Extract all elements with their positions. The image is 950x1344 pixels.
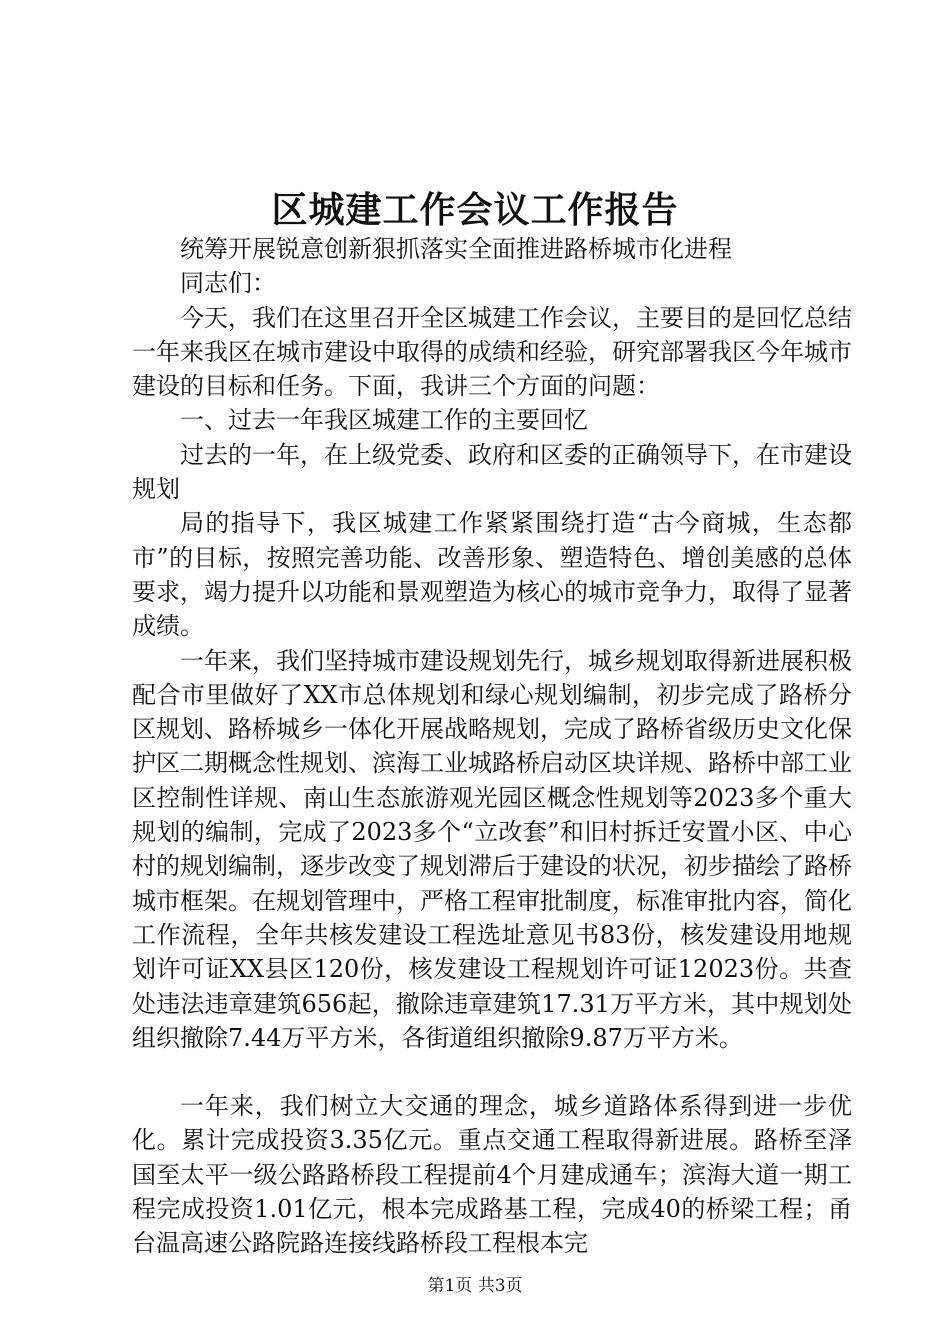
intro-paragraph: 今天，我们在这里召开全区城建工作会议，主要目的是回忆总结一年来我区在城市建设中取得的成绩和经验，研究部署我区今年城市建设的目标和任务。下面，我讲三个方面的问题： — [132, 303, 852, 401]
body-paragraph: 局的指导下，我区城建工作紧紧围绕打造“古今商城，生态都市”的目标，按照完善功能、改善形象、塑造特色、增创美感的总体要求，竭力提升以功能和景观塑造为核心的城市竞争力，取得了显著成绩。 — [132, 509, 852, 641]
section-heading: 一、过去一年我区城建工作的主要回忆 — [180, 406, 588, 435]
body-paragraph: 一年来，我们树立大交通的理念，城乡道路体系得到进一步优化。累计完成投资3.35亿元。重点交通工程取得新进展。路桥至泽国至太平一级公路路桥段工程提前4个月建成通车；滨海大道一期工程完成投资1.01亿元，根本完成路基工程，完成40的桥梁工程；甬台温高速公路院路连接线路桥段工程根本完 — [132, 1092, 852, 1258]
subtitle-paragraph: 统筹开展锐意创新狠抓落实全面推进路桥城市化进程 — [180, 235, 732, 263]
body-paragraph: 一年来，我们坚持城市建设规划先行，城乡规划取得新进展积极配合市里做好了XX市总体规划和绿心规划编制，初步完成了路桥分区规划、路桥城乡一体化开展战略规划，完成了路桥省级历史文化保护区二期概念性规划、滨海工业城路桥启动区块详规、路桥中部工业区控制性详规、南山生态旅游观光园区概念性规划等2023多个重大规划的编制，完成了2023多个“立改套”和旧村拆迁安置小区、中心村的规划编制，逐步改变了规划滞后于建设的状况，初步描绘了路桥城市框架。在规划管理中，严格工程审批制度，标准审批内容，简化工作流程，全年共核发建设工程选址意见书83份，核发建设用地规划许可证XX县区120份，核发建设工程规划许可证12023份。共查处违法违章建筑656起，撤除违章建筑17.31万平方米，其中规划处组织撤除7.44万平方米，各街道组织撤除9.87万平方米。 — [132, 646, 852, 1052]
body-paragraph: 过去的一年，在上级党委、政府和区委的正确领导下，在市建设规划 — [132, 440, 852, 504]
salutation-paragraph: 同志们： — [180, 269, 276, 298]
page-number-footer: 第1页 共3页 — [427, 1276, 523, 1296]
document-title: 区城建工作会议工作报告 — [271, 189, 679, 231]
document-body — [132, 232, 852, 1261]
